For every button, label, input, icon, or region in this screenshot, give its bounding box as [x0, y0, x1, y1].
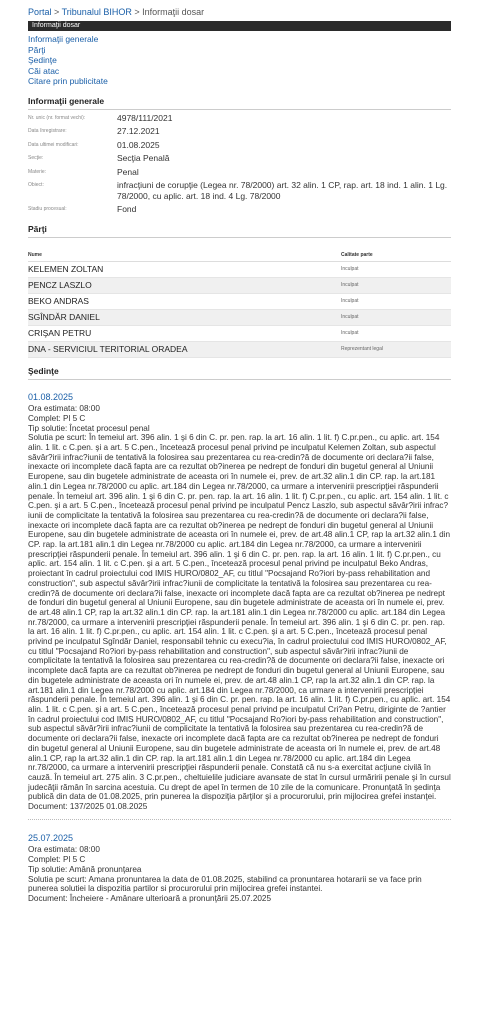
section-title-general: Informaţii generale — [28, 96, 451, 110]
party-name: CRIŞAN PETRU — [28, 328, 92, 338]
info-value: Secţia Penală — [117, 153, 170, 163]
column-header-role: Calitate parte — [341, 251, 373, 258]
toc-link-informatii-generale[interactable]: Informaţii generale — [28, 34, 99, 44]
info-row — [28, 140, 451, 151]
info-value: 27.12.2021 — [117, 126, 160, 136]
party-role: Inculpat — [341, 314, 359, 320]
toc-link-sedinte[interactable]: Şedinţe — [28, 55, 57, 65]
hearing-panel: Complet: Pl 5 C — [28, 413, 86, 423]
toc-link-cai-atac[interactable]: Căi atac — [28, 65, 60, 76]
breadcrumb-current: Informaţii dosar — [142, 7, 205, 17]
info-label: Secţie: — [28, 155, 44, 161]
info-label: Materie: — [28, 168, 47, 175]
info-value: 4978/111/2021 — [117, 112, 173, 123]
table-row — [28, 326, 451, 342]
hearing-time: Ora estimata: 08:00 — [28, 404, 100, 414]
hearing-time: Ora estimata: 08:00 — [28, 845, 100, 855]
breadcrumb-separator: > — [54, 7, 60, 17]
info-label: Nr. unic (nr. format vechi): — [28, 114, 86, 121]
info-value: Penal — [117, 166, 139, 177]
hearing-document: Document: Încheiere - Amânare ulterioară a pronunţării 25.07.2025 — [28, 893, 272, 903]
party-role: Inculpat — [341, 266, 359, 272]
hearing-document: Document: 137/2025 01.08.2025 — [28, 802, 148, 812]
info-label: Data înregistrare: — [28, 128, 67, 134]
section-title-parti: Părţi — [28, 224, 451, 238]
info-value: 01.08.2025 — [117, 139, 160, 150]
party-role: Inculpat — [341, 282, 359, 288]
info-row — [28, 126, 451, 137]
table-row — [28, 342, 451, 358]
toc-link-citare[interactable]: Citare prin publicitate — [28, 76, 108, 86]
hearing-entry — [28, 834, 451, 904]
hearing-date: 25.07.2025 — [28, 832, 74, 843]
info-row — [28, 167, 451, 178]
breadcrumb-court-link[interactable]: Tribunalul BIHOR — [61, 7, 132, 17]
party-role: Reprezentant legal — [341, 346, 383, 352]
info-row — [28, 113, 451, 124]
section-title-sedinte: Şedinţe — [28, 366, 451, 380]
column-header-name: Nume — [28, 251, 42, 258]
party-name: DNA - SERVICIUL TERITORIAL ORADEA — [28, 344, 188, 354]
hearing-solution-summary: Solutia pe scurt: Amana pronuntarea la data de 01.08.2025, stabilind ca pronuntarea hotararii se va face prin punerea solutiei la dispozitia partilor si procurorului prin mijlocirea grefei instantei. — [28, 874, 422, 894]
table-of-contents — [28, 34, 451, 87]
hearing-solution-type: Tip solutie: Încetat procesul penal — [28, 423, 150, 433]
divider — [28, 819, 451, 820]
hearing-date: 01.08.2025 — [28, 391, 74, 402]
info-row — [28, 153, 451, 164]
info-row — [28, 180, 451, 201]
table-row — [28, 310, 451, 326]
hearing-solution-type: Tip solutie: Amână pronunţarea — [28, 864, 142, 874]
party-role: Inculpat — [341, 298, 359, 304]
breadcrumb-separator: > — [134, 7, 140, 17]
page-header-bar: Informaţii dosar — [28, 21, 451, 31]
hearing-panel: Complet: Pl 5 C — [28, 855, 86, 865]
table-row — [28, 262, 451, 278]
info-value: infracţiuni de corupţie (Legea nr. 78/2000) art. 32 alin. 1 CP, rap. art. 18 ind. 1 alin. 1 Lg. 78/2000, cu aplic. art. 18 ind. 4 Lg. 78/2000 — [117, 180, 448, 201]
breadcrumb — [28, 6, 451, 18]
party-name: PENCZ LASZLO — [28, 280, 92, 290]
table-row — [28, 278, 451, 294]
party-name: BEKO ANDRAS — [28, 296, 89, 306]
parti-table-header — [28, 252, 451, 262]
parti-table — [28, 262, 451, 358]
info-label: Data ultimei modificari: — [28, 141, 79, 148]
table-row — [28, 294, 451, 310]
toc-link-parti[interactable]: Părţi — [28, 44, 46, 55]
hearing-entry — [28, 393, 451, 812]
info-value: Fond — [117, 204, 137, 214]
hearing-solution-summary: Solutia pe scurt: În temeiul art. 396 alin. 1 şi 6 din C. pr. pen. rap. la art. 16 alin. 1 lit. f) C.pr.pen., cu aplic. art. 154 alin. 1 lit. c C.pen. şi a art. 5 C.pen., încetează procesul penal privind pe inculpatul Kelemen Zoltan, sub aspectul săvâr?irii infrac?iunii de tentativă la folosirea sau prezentarea cu rea-credin?ă de documente ori declara?ii false, inexacte ori incomplete dacă fapta are ca rezultat ob?inerea pe nedrept de fonduri din bugetul general al Uniunii Europene, sau din bugetele administrate de aceasta ori în numele ei, prev. de art.32 alin.1 din CP. rap. la art.181 alin.1 din Legea nr.78/2000 cu aplic. art.184 din Legea nr.78/2000, ca urmare a intervenirii prescripţiei răspunderii penale. În temeiul art. 396 alin. 1 şi 6 din C. pr. pen. rap. la art. 16 alin. 1 lit. f) C.pr.pen., cu aplic. art. 154 alin. 1 lit. c C.pen. şi a art. 5 C.pen., încetează procesul penal privind pe inculpatul Pencz Laszlo, sub aspectul săvâr?irii infrac?iunii de complicitate la tentativă la folosirea sau prezentarea cu rea-credin?ă de documente ori declara?ii false, inexacte ori incomplete dacă fapta are ca rezultat ob?inerea pe nedrept de fonduri din bugetul general al Uniunii Europene, sau din bugetele administrate de aceasta ori în numele ei, prev. de art.48 alin.1 CP, rap la art.32 alin.1 din CP. rap. la art.181 alin.1 din Legea nr.78/2000 cu aplic. art.184 din Legea nr.78/2000, ca urmare a intervenirii prescripţiei răspunderii penale. În temeiul art. 396 alin. 1 şi 6 din C. pr. pen. rap. la art. 16 alin. 1 lit. f) C.pr.pen., cu aplic. art. 154 alin. 1 lit. c C.pen. şi a art. 5 C.pen., încetează procesul penal privind pe inculpatul Beko Andras, proiectant în cadrul proiectului cod IMIS HURO/0802_AF, cu titlul "Pocsajand Ro?iori by-pass rehabilitation and construction", sub aspectul săvâr?irii infrac?iunii de complicitate la tentativă la folosirea sau prezentarea cu rea-credin?ă de documente ori declara?ii false, inexacte ori incomplete dacă fapta are ca rezultat ob?inerea pe nedrept de fonduri din bugetul general al Uniunii Europene, sau din bugetele administrate de aceasta ori în numele ei, prev. de art.48 alin.1 CP, rap la art.32 alin.1 din CP. rap. la art.181 alin.1 din Legea nr.78/2000 cu aplic. art.184 din Legea nr.78/2000, ca urmare a intervenirii prescripţiei răspunderii penale. În temeiul art. 396 alin. 1 şi 6 din C. pr. pen. rap. la art. 16 alin. 1 lit. f) C.pr.pen., cu aplic. art. 154 alin. 1 lit. c C.pen. şi a art. 5 C.pen., încetează procesul penal privind pe inculpatul Sgîndăr Daniel, responsabil tehnic cu execu?ia, în cadrul proiectului cod IMIS HURO/0802_AF, cu titlul "Pocsajand Ro?iori by-pass rehabilitation and construction", sub aspectul săvâr?irii infrac?iunii de complicitate la tentativă la folosirea sau prezentarea cu rea-credin?ă de documente ori declara?ii false, inexacte ori incomplete dacă fapta are ca rezultat ob?inerea pe nedrept de fonduri din bugetul general al Uniunii Europene, sau din bugetele administrate de aceasta ori în numele ei, prev. de art.48 alin.1 CP, rap la art.32 alin.1 din CP. rap. la art.181 alin.1 din Legea nr.78/2000 cu aplic. art.184 din Legea nr.78/2000, ca urmare a intervenirii prescripţiei răspunderii penale. În temeiul art. 396 alin. 1 şi 6 din C. pr. pen. rap. la art. 16 alin. 1 lit. f) C.pr.pen., cu aplic. art. 154 alin. 1 lit. c C.pen. şi a art. 5 C.pen., încetează procesul penal privind pe inculpatul Cri?an Petru, diriginte de ?antier în cadrul proiectului cod IMIS HURO/0802_AF, cu titlul "Pocsajand Ro?iori by-pass rehabilitation and construction", sub aspectul săvâr?irii infrac?iunii de complicitate la tentativă la folosirea sau prezentarea cu rea-credin?ă de documente ori declara?ii false, inexacte ori incomplete dacă fapta are ca rezultat ob?inerea pe nedrept de fonduri din bugetul general al Uniunii Europene, sau din bugetele administrate de aceasta ori în numele ei, prev. de art.48 alin.1 CP, rap la art.32 alin.1 din CP. rap. la art.181 alin.1 din Legea nr.78/2000 cu aplic. art.184 din Legea nr.78/2000, ca urmare a intervenirii prescripţiei răspunderii penale. Constată că nu s-a exercitat acţiune civilă în cauză. În temeiul art. 275 alin. 3 C.pr.pen., cheltuielile judiciare avansate de stat în cursul urmăririi penale şi în cursul judecăţii rămân în sarcina acestuia. Cu drept de apel în termen de 10 zile de la comunicare. Pronunţată în şedinţa publică din data de 01.08.2025, prin punerea la dispoziţia părţilor şi a procurorului, prin mijlocirea grefei instanţei. — [28, 433, 451, 802]
party-name: SGÎNDĂR DANIEL — [28, 312, 100, 322]
general-info — [28, 113, 451, 215]
party-name: KELEMEN ZOLTAN — [28, 264, 104, 274]
party-role: Inculpat — [341, 330, 359, 336]
info-label: Stadiu procesual: — [28, 206, 67, 212]
breadcrumb-portal-link[interactable]: Portal — [28, 7, 52, 17]
info-label: Obiect: — [28, 182, 44, 188]
info-row — [28, 204, 451, 215]
